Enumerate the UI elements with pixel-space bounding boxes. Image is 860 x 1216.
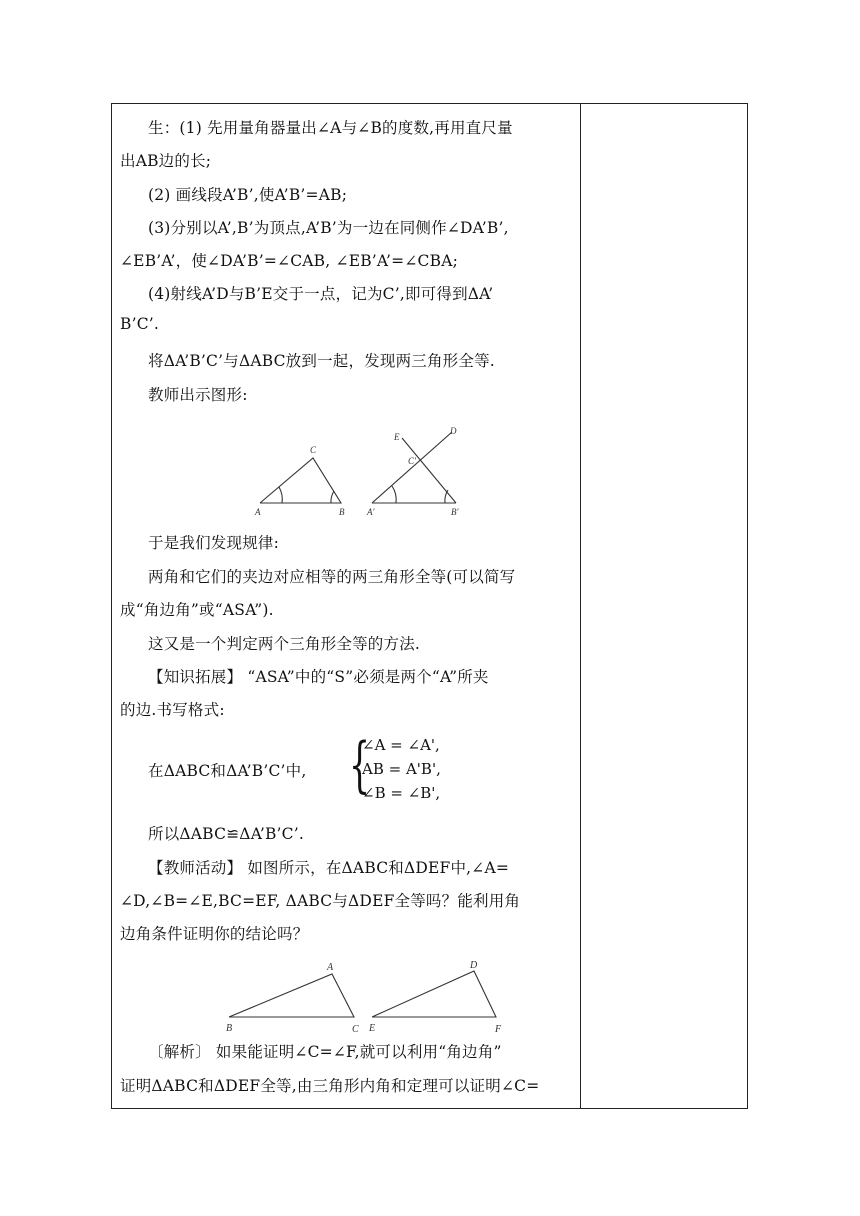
figure-asa-construction xyxy=(252,420,472,520)
text-line: 将ΔA’B’C’与ΔABC放到一起，发现两三角形全等. xyxy=(148,352,495,370)
lesson-table xyxy=(111,103,748,1109)
equation-1: ∠A = ∠A', xyxy=(362,736,440,754)
label-D: D xyxy=(450,426,457,436)
label-C-prime: C′ xyxy=(408,456,416,466)
text-line: (4)射线A’D与B’E交于一点，记为C’,即可得到ΔA’ xyxy=(148,285,494,303)
figure-two-triangles xyxy=(217,956,517,1036)
text-line: 边角条件证明你的结论吗？ xyxy=(120,925,309,943)
label-B-prime: B′ xyxy=(451,507,459,517)
label-A-prime: A′ xyxy=(367,507,375,517)
label-E: E xyxy=(369,1023,376,1034)
text-line: 所以ΔABC≌ΔA’B’C’. xyxy=(148,825,304,843)
text-line: 两角和它们的夹边对应相等的两三角形全等(可以简写 xyxy=(148,568,516,586)
text-line: 【知识拓展】 “ASA”中的“S”必须是两个“A”所夹 xyxy=(148,668,489,686)
label-F: F xyxy=(495,1024,502,1035)
text-line: ∠D,∠B=∠E,BC=EF, ΔABC与ΔDEF全等吗？能利用角 xyxy=(120,892,521,910)
text-line: 于是我们发现规律: xyxy=(148,534,280,552)
text-line: (3)分别以A’,B’为顶点,A’B’为一边在同侧作∠DA’B’, xyxy=(148,219,509,237)
label-A: A xyxy=(327,962,334,973)
label-E: E xyxy=(394,432,400,442)
brace-symbol: { xyxy=(349,730,371,800)
text-line: B’C’. xyxy=(120,315,160,333)
label-B: B xyxy=(226,1023,233,1034)
text-line: 【教师活动】 如图所示，在ΔABC和ΔDEF中,∠A= xyxy=(148,859,510,877)
equation-2: AB = A'B', xyxy=(362,760,441,778)
text-line: (2) 画线段A’B’,使A’B’=AB; xyxy=(148,186,348,204)
text-line: 这又是一个判定两个三角形全等的方法. xyxy=(148,635,421,653)
label-A: A xyxy=(255,507,261,517)
text-line: 教师出示图形: xyxy=(148,386,248,404)
text-line: 出AB边的长; xyxy=(120,152,212,170)
equation-3: ∠B = ∠B', xyxy=(362,784,441,802)
label-B: B xyxy=(339,507,345,517)
label-D: D xyxy=(470,960,478,971)
text-line: 生：(1) 先用量角器量出∠A与∠B的度数,再用直尺量 xyxy=(148,119,513,137)
text-line: 〔解析〕 如果能证明∠C=∠F,就可以利用“角边角” xyxy=(148,1043,502,1061)
text-line: 成“角边角”或“ASA”). xyxy=(120,601,274,619)
text-line: ∠EB’A’，使∠DA’B’=∠CAB, ∠EB’A’=∠CBA; xyxy=(120,252,459,270)
text-line: 在ΔABC和ΔA’B’C’中, xyxy=(148,762,307,780)
label-C: C xyxy=(310,445,317,455)
column-divider xyxy=(580,104,581,1108)
text-line: 的边.书写格式: xyxy=(120,701,225,719)
label-C: C xyxy=(352,1024,359,1035)
text-line: 证明ΔABC和ΔDEF全等,由三角形内角和定理可以证明∠C= xyxy=(120,1077,540,1095)
